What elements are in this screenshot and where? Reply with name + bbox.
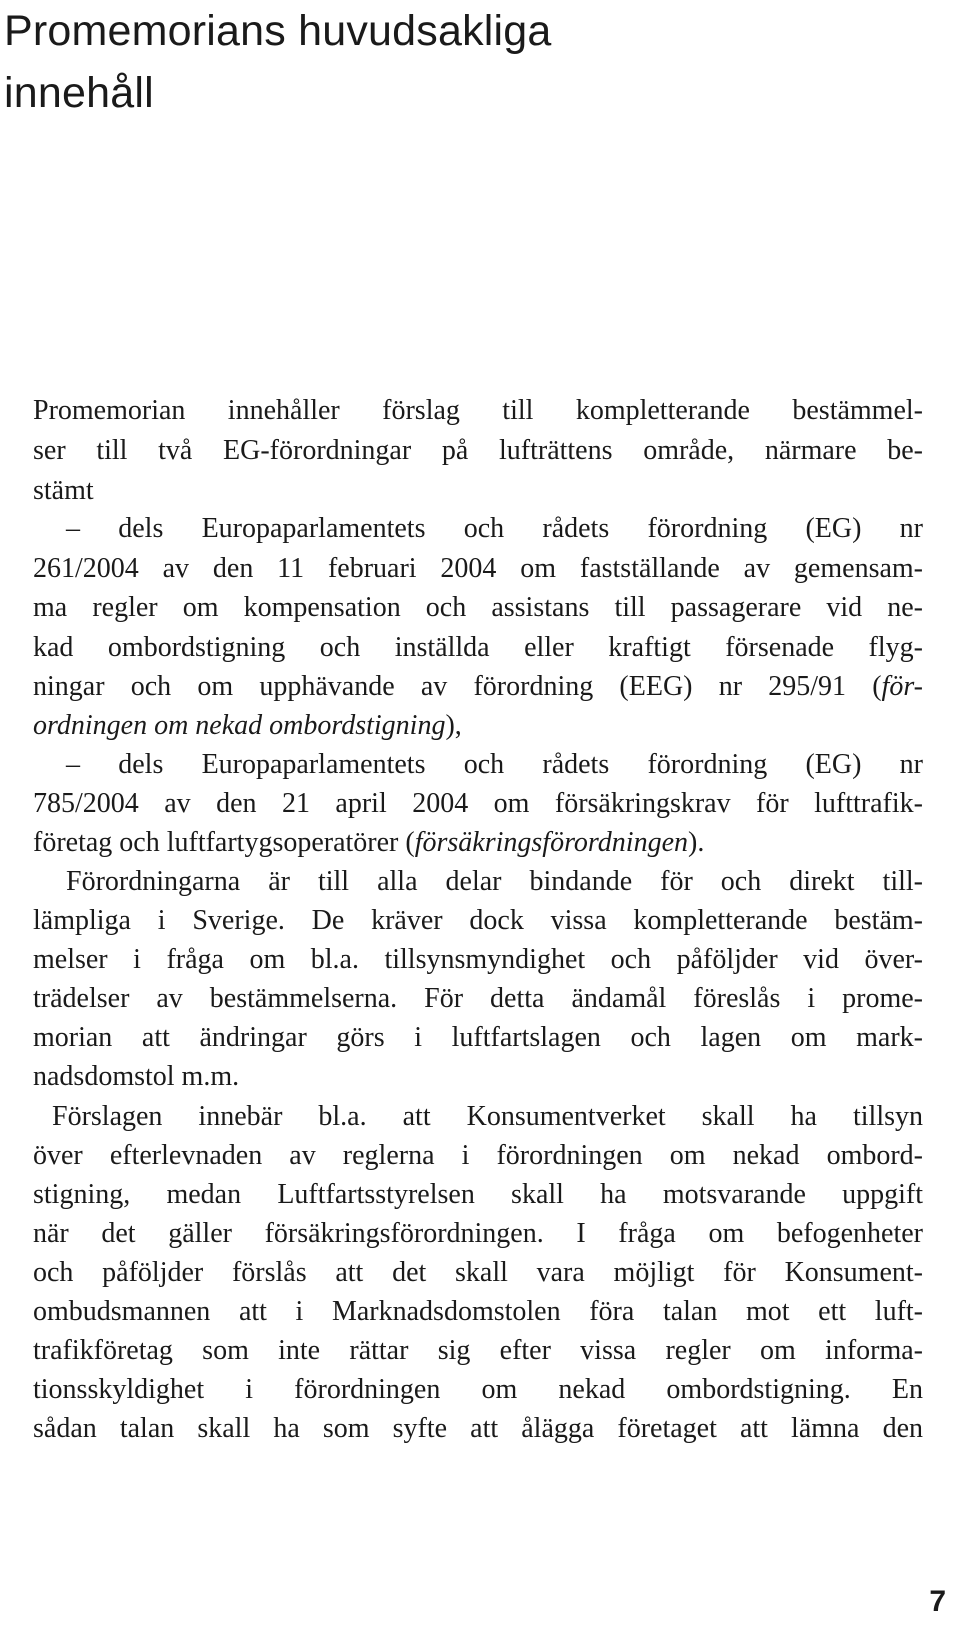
body-line-9 (33, 706, 923, 746)
body-line-6: ma regler om kompensation och assistans till passagerare vid ne- (33, 592, 923, 623)
body-line-11: 785/2004 av den 21 april 2004 om försäkringskrav för lufttrafik- (33, 788, 923, 819)
body-line-9-plain: ), (445, 710, 462, 741)
body-line-23: och påföljder förslås att det skall vara möjligt för Konsument- (33, 1257, 923, 1288)
body-line-27: sådan talan skall ha som syfte att ålägga företaget att lämna den (33, 1413, 923, 1444)
list-item-dash-2: – dels Europaparlamentets och rådets förordning (EG) nr (66, 749, 923, 780)
body-line-17: morian att ändringar görs i luftfartslagen och lagen om mark- (33, 1022, 923, 1053)
title-line-1: Promemorians huvudsakliga (4, 7, 552, 55)
body-line-26: tionsskyldighet i förordningen om nekad ombordstigning. En (33, 1374, 923, 1405)
body-line-8-plain: ningar och om upphävande av förordning (EEG) nr 295/91 ( (33, 671, 882, 702)
body-line-12-plain-head: företag och luftfartygsoperatörer ( (33, 827, 415, 858)
page-number: 7 (929, 1585, 946, 1618)
body-line-16: trädelser av bestämmelserna. För detta ändamål föreslås i prome- (33, 983, 923, 1014)
list-item-dash-1: – dels Europaparlamentets och rådets förordning (EG) nr (66, 513, 923, 544)
body-line-21: stigning, medan Luftfartsstyrelsen skall ha motsvarande uppgift (33, 1179, 923, 1210)
body-line-2: ser till två EG-förordningar på lufträttens område, närmare be- (33, 435, 923, 466)
body-line-8 (33, 667, 923, 707)
body-line-25: trafikföretag som inte rättar sig efter vissa regler om informa- (33, 1335, 923, 1366)
body-line-24: ombudsmannen att i Marknadsdomstolen föra talan mot ett luft- (33, 1296, 923, 1327)
body-line-19: Förslagen innebär bl.a. att Konsumentverket skall ha tillsyn (52, 1101, 923, 1132)
body-line-22: när det gäller försäkringsförordningen. I fråga om befogenheter (33, 1218, 923, 1249)
page-title (4, 0, 552, 124)
body-line-13: Förordningarna är till alla delar bindande för och direkt till- (66, 866, 923, 897)
body-line-8-italic: för- (881, 671, 923, 702)
body-line-5: 261/2004 av den 11 februari 2004 om fastställande av gemensam- (33, 553, 923, 584)
body-line-3: stämt (33, 475, 94, 506)
body-line-12 (33, 823, 923, 863)
body-line-12-plain-tail: ). (688, 827, 705, 858)
body-line-7: kad ombordstigning och inställda eller kraftigt försenade flyg- (33, 632, 923, 663)
body-line-18: nadsdomstol m.m. (33, 1061, 240, 1092)
title-line-2: innehåll (4, 69, 154, 117)
body-line-20: över efterlevnaden av reglerna i förordningen om nekad ombord- (33, 1140, 923, 1171)
body-line-14: lämpliga i Sverige. De kräver dock vissa kompletterande bestäm- (33, 905, 923, 936)
body-line-9-italic: ordningen om nekad ombordstigning (33, 710, 446, 741)
body-line-1: Promemorian innehåller förslag till kompletterande bestämmel- (33, 395, 923, 426)
body-line-12-italic: försäkringsförordningen (414, 827, 688, 858)
body-line-15: melser i fråga om bl.a. tillsynsmyndighet och påföljder vid över- (33, 944, 923, 975)
